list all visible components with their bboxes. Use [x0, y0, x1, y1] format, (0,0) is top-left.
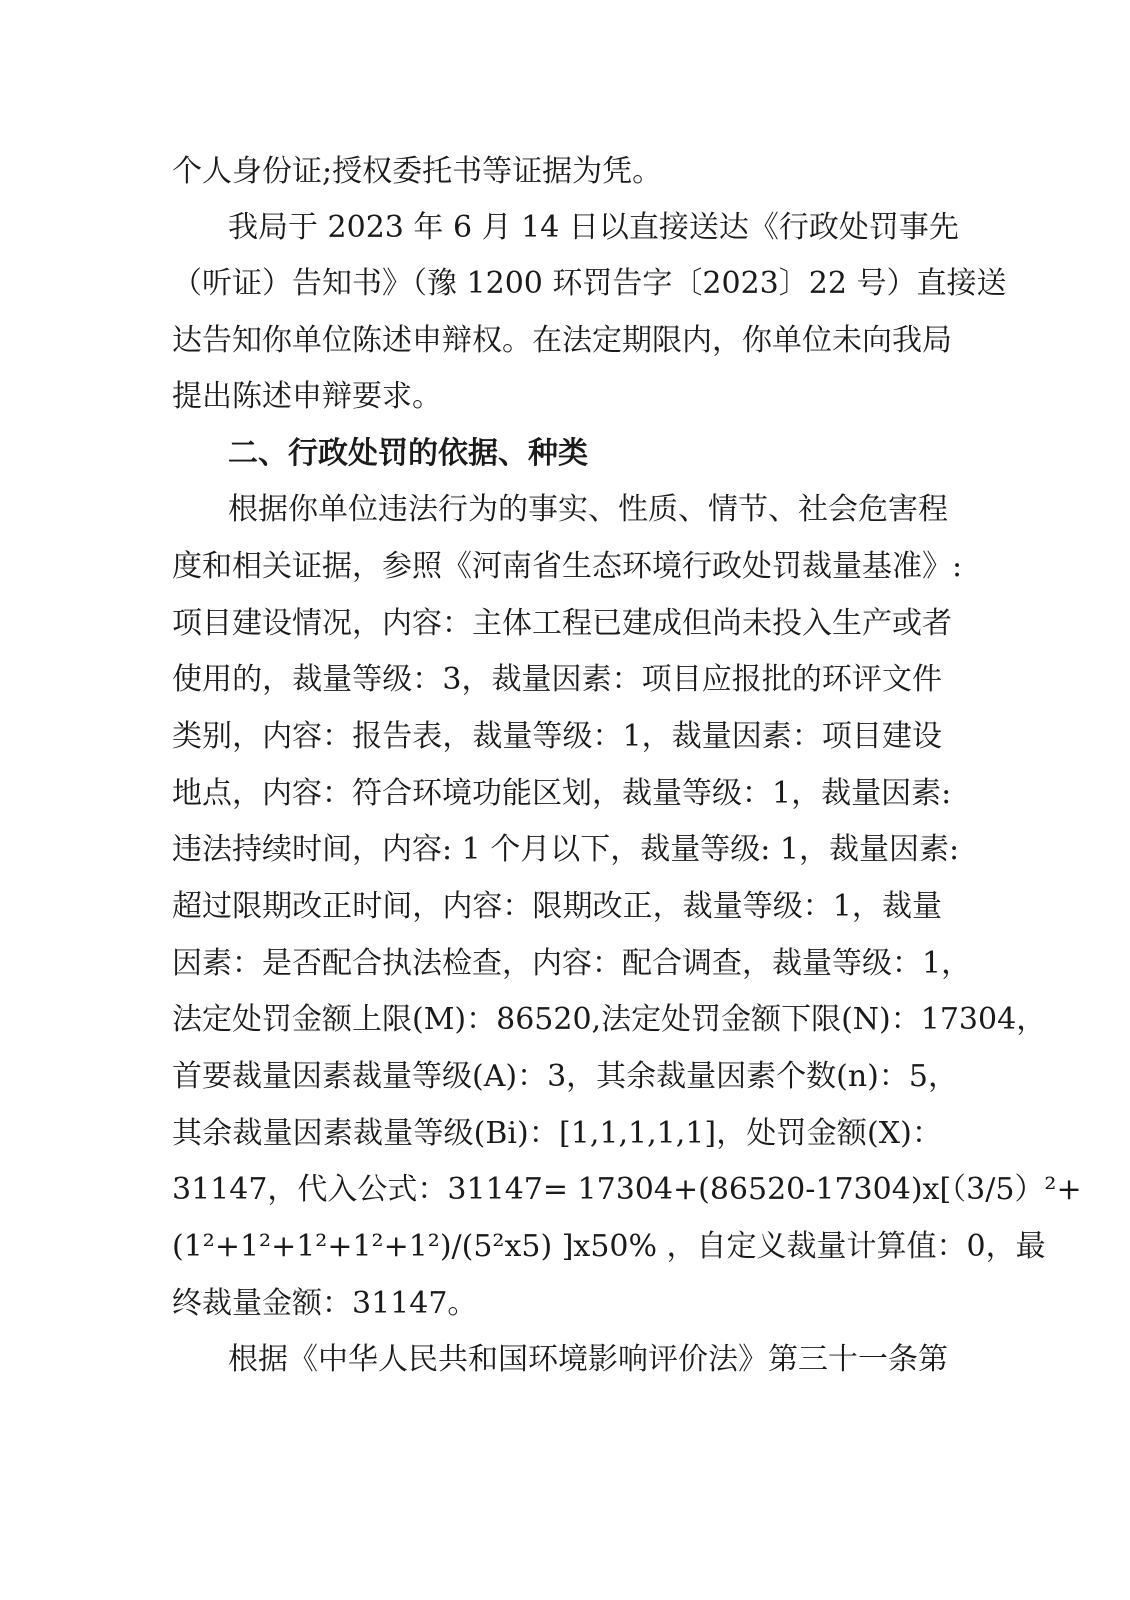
text-line: 达告知你单位陈述申辩权。在法定期限内，你单位未向我局: [172, 323, 952, 358]
text-line: 首要裁量因素裁量等级(A)：3，其余裁量因素个数(n)：5，: [172, 1059, 958, 1094]
text-line: 其余裁量因素裁量等级(Bi)：[1,1,1,1,1]，处罚金额(X)：: [172, 1116, 942, 1151]
text-line: 我局于 2023 年 6 月 14 日以直接送达《行政处罚事先: [228, 210, 959, 245]
text-line: 超过限期改正时间，内容：限期改正，裁量等级：1，裁量: [172, 889, 942, 924]
text-line: 因素：是否配合执法检查，内容：配合调查，裁量等级：1，: [172, 946, 972, 981]
text-line: 类别，内容：报告表，裁量等级：1，裁量因素：项目建设: [172, 719, 942, 754]
text-line: 31147，代入公式：31147= 17304+(86520-17304)x[（3/5）²+: [172, 1172, 1082, 1207]
text-line: （听证）告知书》（豫 1200 环罚告字〔2023〕22 号）直接送: [172, 266, 1007, 301]
text-line: 法定处罚金额上限(M)：86520,法定处罚金额下限(N)：17304，: [172, 1002, 1047, 1037]
text-line: 根据你单位违法行为的事实、性质、情节、社会危害程: [228, 492, 948, 527]
text-line: (1²+1²+1²+1²+1²)/(5²x5) ]x50% ，自定义裁量计算值：0，最: [172, 1229, 1046, 1264]
text-line: 地点，内容：符合环境功能区划，裁量等级：1，裁量因素:: [172, 776, 952, 811]
text-line: 个人身份证;授权委托书等证据为凭。: [172, 154, 663, 189]
text-line: 根据《中华人民共和国环境影响评价法》第三十一条第: [228, 1342, 948, 1377]
text-line: 提出陈述申辩要求。: [172, 379, 442, 414]
text-line: 度和相关证据，参照《河南省生态环境行政处罚裁量基准》:: [172, 549, 963, 584]
text-line: 使用的，裁量等级：3，裁量因素：项目应报批的环评文件: [172, 662, 942, 697]
text-line: 违法持续时间，内容: 1 个月以下，裁量等级: 1，裁量因素:: [172, 832, 960, 867]
section-heading: 二、行政处罚的依据、种类: [228, 436, 588, 471]
text-line: 项目建设情况，内容：主体工程已建成但尚未投入生产或者: [172, 606, 952, 641]
text-line: 终裁量金额：31147。: [172, 1286, 478, 1321]
